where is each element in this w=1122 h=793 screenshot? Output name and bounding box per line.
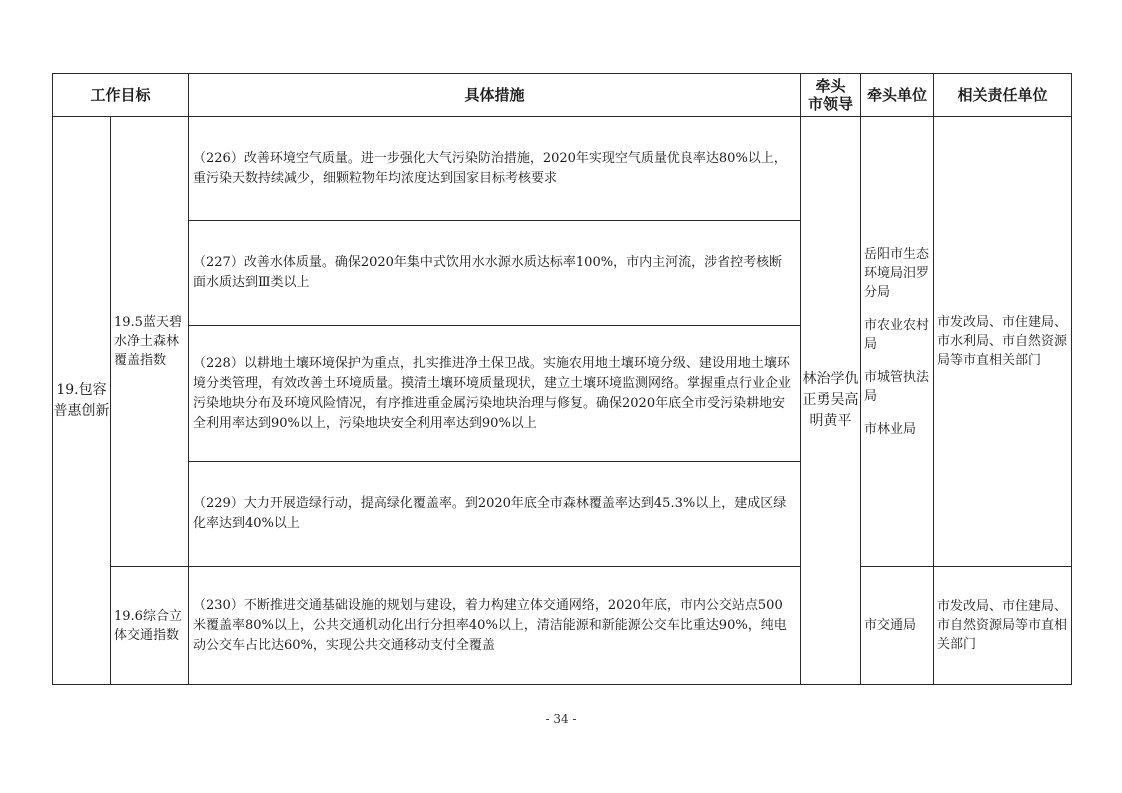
city-leader-cell: 林治学仇正勇吴高明黄平 [801, 117, 861, 685]
header-work-goal: 工作目标 [53, 74, 189, 117]
subgoal-label: 19.5蓝天碧水净土森林覆盖指数 [111, 117, 189, 567]
lead-unit-item: 市城管执法局 [864, 369, 930, 404]
table-row [53, 567, 1072, 685]
measure-cell: （228）以耕地土壤环境保护为重点，扎实推进净土保卫战。实施农用地土壤环境分级、建设用地土壤环境分类管理，有效改善土环境质量。摸清土壤环境质量现状，建立土壤环境监测网络。掌握重点行业企业污染地块分布及环境风险情况，有序推进重金属污染地块治理与修复。确保2020年底全市受污染耕地安全利用率达到90%以上，污染地块安全利用率达到90%以上 [189, 326, 801, 462]
header-city-leader: 牵头 市领导 [801, 74, 861, 117]
measures-table [52, 73, 1072, 685]
lead-unit-item: 岳阳市生态环境局汨罗分局 [864, 246, 930, 300]
goal-cell: 19.包容普惠创新 [53, 117, 111, 685]
lead-unit-item: 市林业局 [864, 421, 917, 437]
header-lead-unit: 牵头单位 [861, 74, 934, 117]
header-responsible-units: 相关责任单位 [934, 74, 1072, 117]
lead-unit-item: 市农业农村局 [864, 317, 930, 352]
header-row [53, 74, 1072, 117]
measure-cell: （230）不断推进交通基础设施的规划与建设，着力构建立体交通网络，2020年底，市内公交站点500米覆盖率80%以上，公共交通机动化出行分担率40%以上，清洁能源和新能源公交车比重达90%，纯电动公交车占比达60%，实现公共交通移动支付全覆盖 [189, 567, 801, 685]
measure-cell: （226）改善环境空气质量。进一步强化大气污染防治措施，2020年实现空气质量优良率达80%以上，重污染天数持续减少，细颗粒物年均浓度达到国家目标考核要求 [189, 117, 801, 221]
subgoal-label: 19.6综合立体交通指数 [111, 567, 189, 685]
lead-unit-cell [861, 117, 934, 567]
measure-cell: （229）大力开展造绿行动，提高绿化覆盖率。到2020年底全市森林覆盖率达到45.3%以上，建成区绿化率达到40%以上 [189, 462, 801, 567]
lead-unit-cell [861, 567, 934, 685]
responsible-units-cell: 市发改局、市住建局、市自然资源局等市直相关部门 [934, 567, 1072, 685]
lead-unit-item: 市交通局 [864, 618, 917, 633]
table-row [53, 117, 1072, 221]
responsible-units-cell: 市发改局、市住建局、市水利局、市自然资源局等市直相关部门 [934, 117, 1072, 567]
measure-cell: （227）改善水体质量。确保2020年集中式饮用水水源水质达标率100%，市内主河流，涉省控考核断面水质达到Ⅲ类以上 [189, 221, 801, 326]
header-measures: 具体措施 [189, 74, 801, 117]
page-number: - 34 - [545, 712, 577, 726]
